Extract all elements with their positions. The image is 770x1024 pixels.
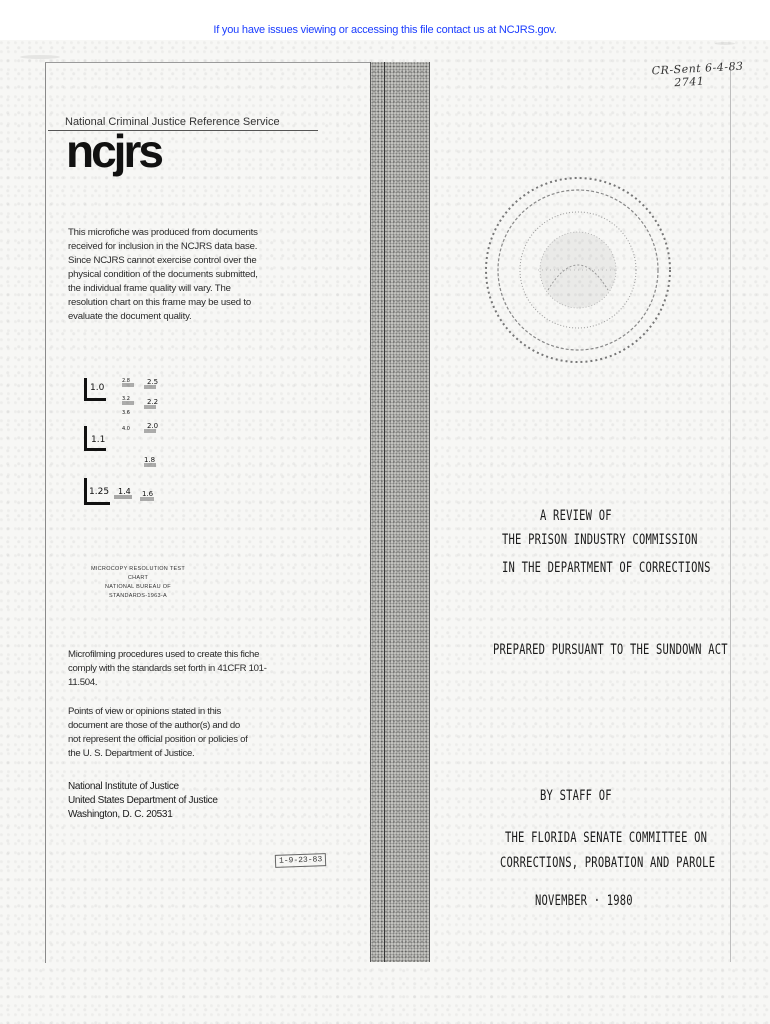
report-date: NOVEMBER · 1980	[535, 893, 633, 910]
resolution-label: 2.8	[122, 378, 130, 384]
resolution-label: 3.6	[122, 410, 130, 416]
resolution-label: 2.5	[147, 378, 159, 386]
micrographics-notice: Microfilming procedures used to create this fiche comply with the standards set forth in 41CFR 101-11.504.	[68, 649, 267, 688]
scan-smudge	[20, 55, 60, 59]
resolution-label: 1.0	[90, 383, 105, 393]
resolution-label: 1.6	[142, 490, 154, 498]
prepared-statement: PREPARED PURSUANT TO THE SUNDOWN ACT	[493, 642, 728, 659]
handwritten-sub: 2741	[674, 74, 705, 90]
views-disclaimer: Points of view or opinions stated in this document are those of the author(s) and do not represent the official position or policies of the U. S. Department of Justice.	[68, 706, 248, 759]
resolution-label: 3.2	[122, 396, 130, 402]
resolution-bar	[84, 378, 87, 400]
resolution-caption-line: NATIONAL BUREAU OF STANDARDS-1963-A	[105, 584, 171, 599]
resolution-bar	[84, 398, 106, 401]
title-line-1: A REVIEW OF	[540, 508, 612, 525]
fiche-number-stamp: 1-9-23-83	[275, 853, 327, 868]
title-line-2: THE PRISON INDUSTRY COMMISSION	[502, 532, 698, 549]
issues-notice	[0, 24, 770, 36]
address-line: National Institute of Justice	[68, 781, 179, 792]
florida-senate-seal	[478, 170, 678, 370]
resolution-caption	[88, 565, 188, 601]
resolution-label: 4.0	[122, 426, 130, 432]
handwritten-number: CR-Sent 6-4-83	[651, 59, 744, 78]
by-staff-of: BY STAFF OF	[540, 788, 612, 805]
address-line: United States Department of Justice	[68, 795, 218, 806]
resolution-label: 2.2	[147, 398, 159, 406]
ncjrs-header: National Criminal Justice Reference Service	[65, 116, 280, 128]
binding-edge	[384, 62, 385, 962]
handwritten-accession	[651, 60, 744, 91]
scan-smudge	[715, 42, 735, 45]
title-line-3: IN THE DEPARTMENT OF CORRECTIONS	[502, 560, 711, 577]
nij-address	[68, 780, 268, 822]
resolution-label: 1.8	[144, 456, 156, 464]
committee-line-2: CORRECTIONS, PROBATION AND PAROLE	[500, 855, 716, 872]
resolution-label: 1.4	[118, 487, 131, 496]
resolution-bar	[84, 502, 110, 505]
committee-line-1: THE FLORIDA SENATE COMMITTEE ON	[505, 830, 708, 847]
resolution-label: 2.0	[147, 422, 159, 430]
ncjrs-logo: ncjrs	[66, 125, 161, 177]
resolution-test-chart	[84, 370, 204, 510]
microfiche-frame	[45, 62, 371, 963]
resolution-caption-line: MICROCOPY RESOLUTION TEST CHART	[90, 566, 186, 581]
microfiche-intro: This microfiche was produced from documents received for inclusion in the NCJRS data base. Since NCJRS cannot exercise control over the physical condition of the documents submitted, the individual frame quality will vary. The resolution chart on this frame may be used to evaluate the document quality.	[68, 227, 258, 322]
ncjrs-contact-link[interactable]: If you have issues viewing or accessing this file contact us at NCJRS.gov.	[213, 24, 557, 36]
resolution-bar	[84, 426, 87, 450]
resolution-label: 1.1	[91, 435, 106, 445]
document-binding	[370, 62, 430, 962]
resolution-label: 1.25	[89, 487, 110, 497]
resolution-bar	[84, 448, 106, 451]
address-line: Washington, D. C. 20531	[68, 809, 173, 820]
resolution-bar	[84, 478, 87, 504]
